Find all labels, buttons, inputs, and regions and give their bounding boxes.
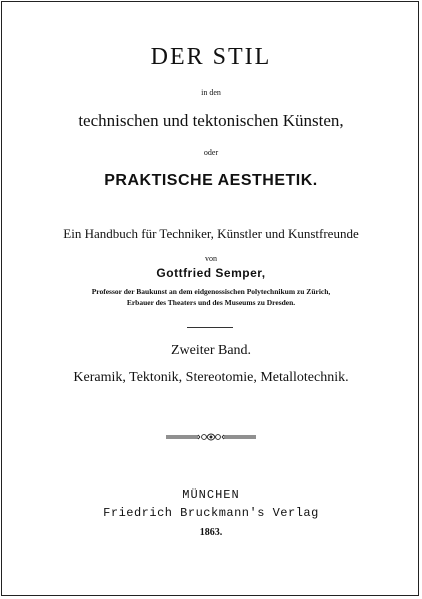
- author-affiliation-1: Professor der Baukunst an dem eidgenossischen Polytechnikum zu Zürich,: [91, 287, 331, 296]
- publisher-name: Friedrich Bruckmann's Verlag: [103, 506, 319, 520]
- ornament-divider-icon: [164, 430, 258, 444]
- by-text: von: [205, 254, 217, 263]
- book-subtitle: technischen und tektonischen Künsten,: [78, 111, 344, 130]
- volume-label: Zweiter Band.: [170, 343, 252, 358]
- author-affiliation-2: Erbauer des Theaters und des Museums zu Dresden.: [126, 298, 296, 307]
- volume-topics: Keramik, Tektonik, Stereotomie, Metallotechnik.: [73, 370, 349, 385]
- conjunction-text: oder: [203, 148, 219, 157]
- publication-city: MÜNCHEN: [182, 488, 240, 502]
- publication-year: 1863.: [199, 527, 223, 538]
- preposition-text: in den: [201, 88, 221, 97]
- alternate-title: PRAKTISCHE AESTHETIK.: [104, 172, 318, 189]
- author-name: Gottfried Semper,: [156, 266, 266, 280]
- book-title: DER STIL: [150, 44, 272, 70]
- handbook-description: Ein Handbuch für Techniker, Künstler und Kunstfreunde: [63, 226, 359, 241]
- divider-rule: [187, 327, 233, 328]
